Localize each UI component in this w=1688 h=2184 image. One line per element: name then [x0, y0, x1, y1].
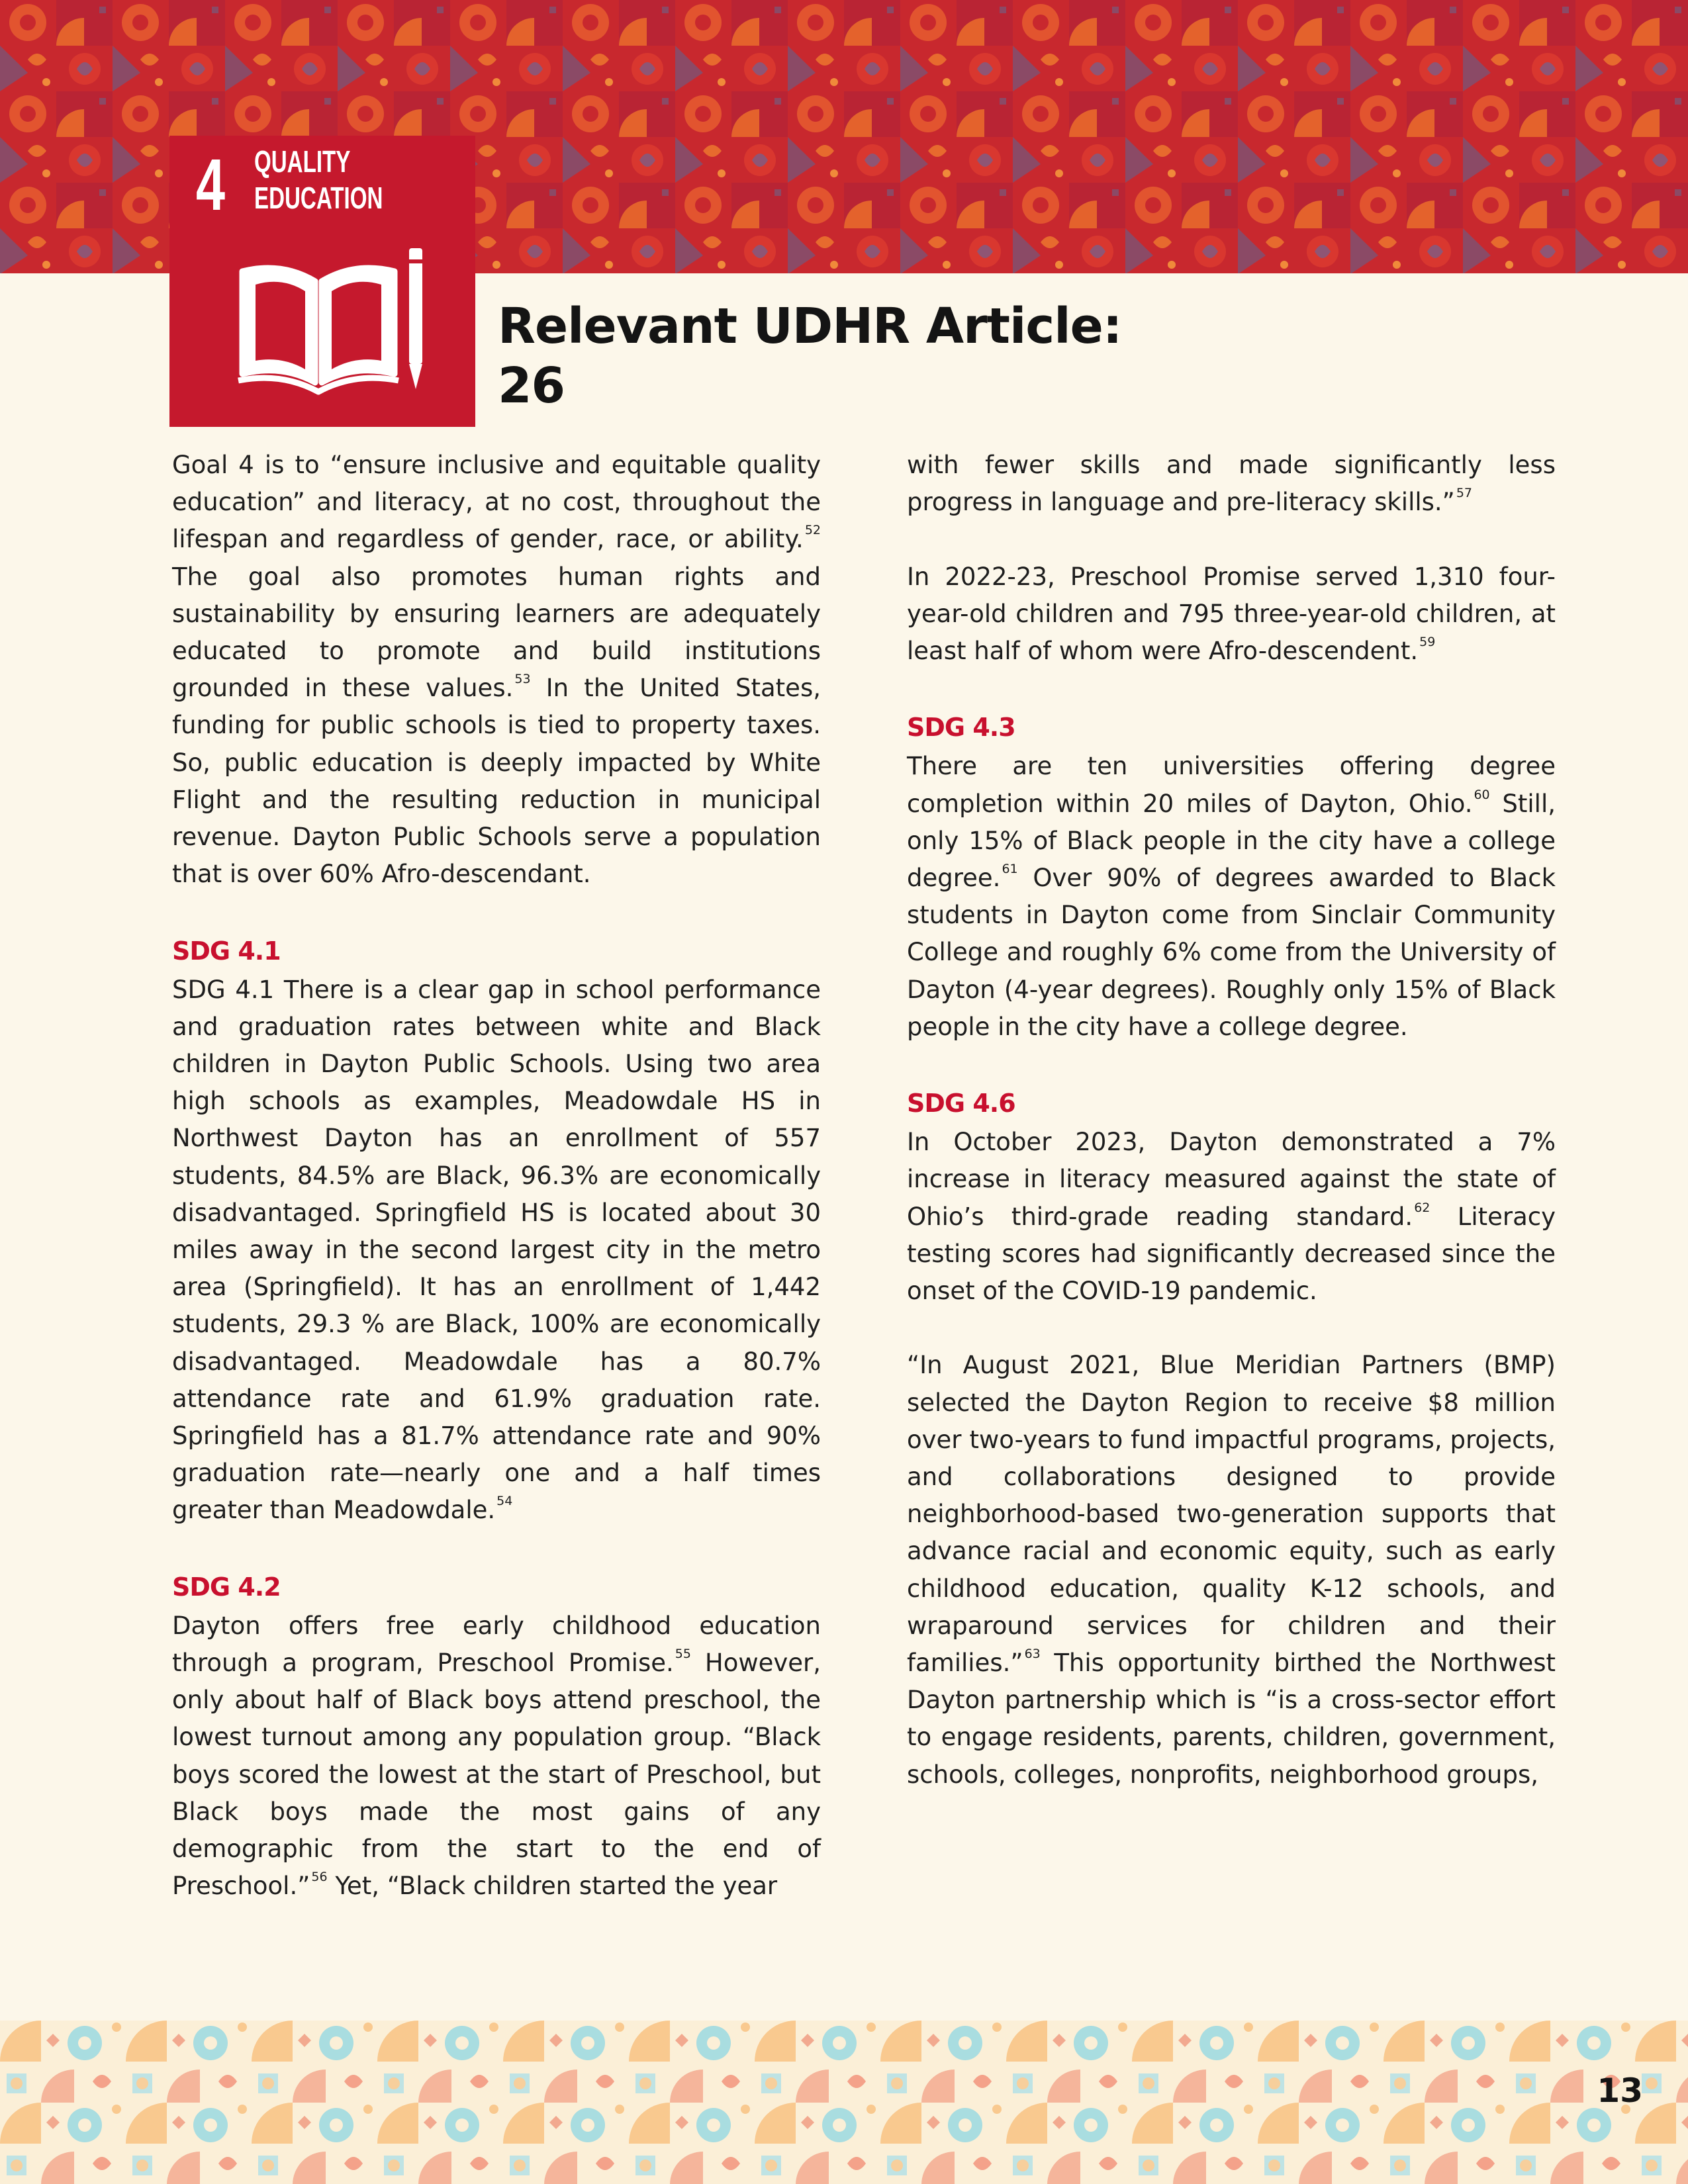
sdg-4-3-text-c: Over 90% of degrees awarded to Black students in Dayton come from Sinclair Community College and roughly 6% come from the University of Dayton (4-year degrees). Roughly only 15% of Black people in the city have a college degree.	[907, 864, 1556, 1041]
intro-text-a: Goal 4 is to “ensure inclusive and equitable quality education” and literacy, at no cost, throughout the lifespan and regardless of gender, race, or ability.	[172, 451, 821, 554]
continued-paragraph	[907, 447, 1556, 521]
sdg-4-2-heading: SDG 4.2	[172, 1572, 281, 1602]
footnote-ref: 59	[1419, 635, 1436, 649]
sdg-4-6-heading: SDG 4.6	[907, 1089, 1015, 1118]
sdg-4-3-text-b: Still, only 15% of Black people in the city have a college degree.	[907, 789, 1556, 892]
geometric-pattern-bottom	[0, 2021, 1688, 2184]
heading-line1: Relevant UDHR Article:	[498, 298, 1122, 355]
footnote-ref: 57	[1456, 486, 1473, 501]
book-and-pencil-icon	[236, 245, 428, 397]
preschool-promise-text: In 2022-23, Preschool Promise served 1,310 four-year-old children and 795 three-year-old children, at least half of whom were Afro-descendent.	[907, 562, 1556, 665]
sdg-4-6-text-b: Literacy testing scores had significantly decreased since the onset of the COVID-19 pandemic.	[907, 1202, 1556, 1306]
footnote-ref: 60	[1474, 787, 1490, 802]
sdg-4-3-heading: SDG 4.3	[907, 713, 1015, 743]
page-heading	[498, 296, 1160, 416]
footer-pattern-band	[0, 2021, 1688, 2184]
sdg-4-2-text-a: Dayton offers free early childhood education through a program, Preschool Promise.	[172, 1611, 821, 1678]
sdg-4-3-text-a: There are ten universities offering degree completion within 20 miles of Dayton, Ohio.	[907, 752, 1556, 818]
badge-label-line1: QUALITY	[254, 144, 351, 179]
blue-meridian-paragraph	[907, 1347, 1556, 1793]
footnote-ref: 63	[1024, 1647, 1041, 1662]
sdg-4-6-text-a: In October 2023, Dayton demonstrated a 7% increase in literacy measured against the state of Ohio’s third-grade reading standard.	[907, 1128, 1556, 1231]
footnote-ref: 52	[804, 523, 821, 538]
footnote-ref: 53	[514, 672, 531, 687]
sdg-4-6-paragraph	[907, 1124, 1556, 1310]
footnote-ref: 55	[675, 1647, 691, 1662]
sdg-4-2-text-c: Yet, “Black children started the year	[327, 1872, 778, 1901]
badge-label	[254, 144, 383, 216]
heading-line2: 26	[498, 357, 565, 414]
continued-text: with fewer skills and made significantly less progress in language and pre-literacy skills.”	[907, 451, 1556, 517]
sdg-4-badge	[169, 136, 475, 427]
blue-meridian-text-b: This opportunity birthed the Northwest Dayton partnership which is “is a cross-sector effort to engage residents, parents, children, government, schools, colleges, nonprofits, neighborhood groups,	[907, 1649, 1556, 1789]
footnote-ref: 62	[1414, 1200, 1430, 1215]
footnote-ref: 54	[496, 1494, 513, 1509]
preschool-promise-paragraph	[907, 559, 1556, 670]
sdg-4-3-paragraph	[907, 748, 1556, 1046]
sdg-4-1-heading: SDG 4.1	[172, 936, 281, 966]
right-column	[907, 447, 1556, 1831]
page-number: 13	[1597, 2071, 1643, 2110]
intro-paragraph	[172, 447, 821, 893]
footnote-ref: 56	[311, 1870, 328, 1885]
sdg-4-1-paragraph	[172, 972, 821, 1529]
sdg-4-2-paragraph	[172, 1608, 821, 1905]
footnote-ref: 61	[1002, 862, 1018, 876]
left-column	[172, 447, 821, 1942]
sdg-4-1-text: SDG 4.1 There is a clear gap in school performance and graduation rates between white and Black children in Dayton Public Schools. Using two area high schools as examples, Meadowdale HS in Northwest Dayton has an enrollment of 557 students, 84.5% are Black, 96.3% are economically disadvantaged. Springfield HS is located about 30 miles away in the second largest city in the metro area (Springfield). It has an enrollment of 1,442 students, 29.3 % are Black, 100% are economically disadvantaged. Meadowdale has a 80.7% attendance rate and 61.9% graduation rate. Springfield has a 81.7% attendance rate and 90% graduation rate—nearly one and a half times greater than Meadowdale.	[172, 975, 821, 1525]
intro-text-c: In the United States, funding for public schools is tied to property taxes. So, public education is deeply impacted by White Flight and the resulting reduction in municipal revenue. Dayton Public Schools serve a population that is over 60% Afro-descendant.	[172, 674, 821, 889]
sdg-4-2-text-b: However, only about half of Black boys attend preschool, the lowest turnout among any population group. “Black boys scored the lowest at the start of Preschool, but Black boys made the most gains of any demographic from the start to the end of Preschool.”	[172, 1649, 821, 1901]
badge-label-line2: EDUCATION	[254, 181, 383, 215]
intro-text-b: The goal also promotes human rights and sustainability by ensuring learners are adequately educated to promote and build institutions grounded in these values.	[172, 562, 821, 703]
badge-number: 4	[196, 144, 226, 226]
blue-meridian-text-a: “In August 2021, Blue Meridian Partners (BMP) selected the Dayton Region to receive $8 million over two-years to fund impactful programs, projects, and collaborations designed to provide neighborhood-based two-generation supports that advance racial and economic equity, such as early childhood education, quality K-12 schools, and wraparound services for children and their families.”	[907, 1351, 1556, 1678]
